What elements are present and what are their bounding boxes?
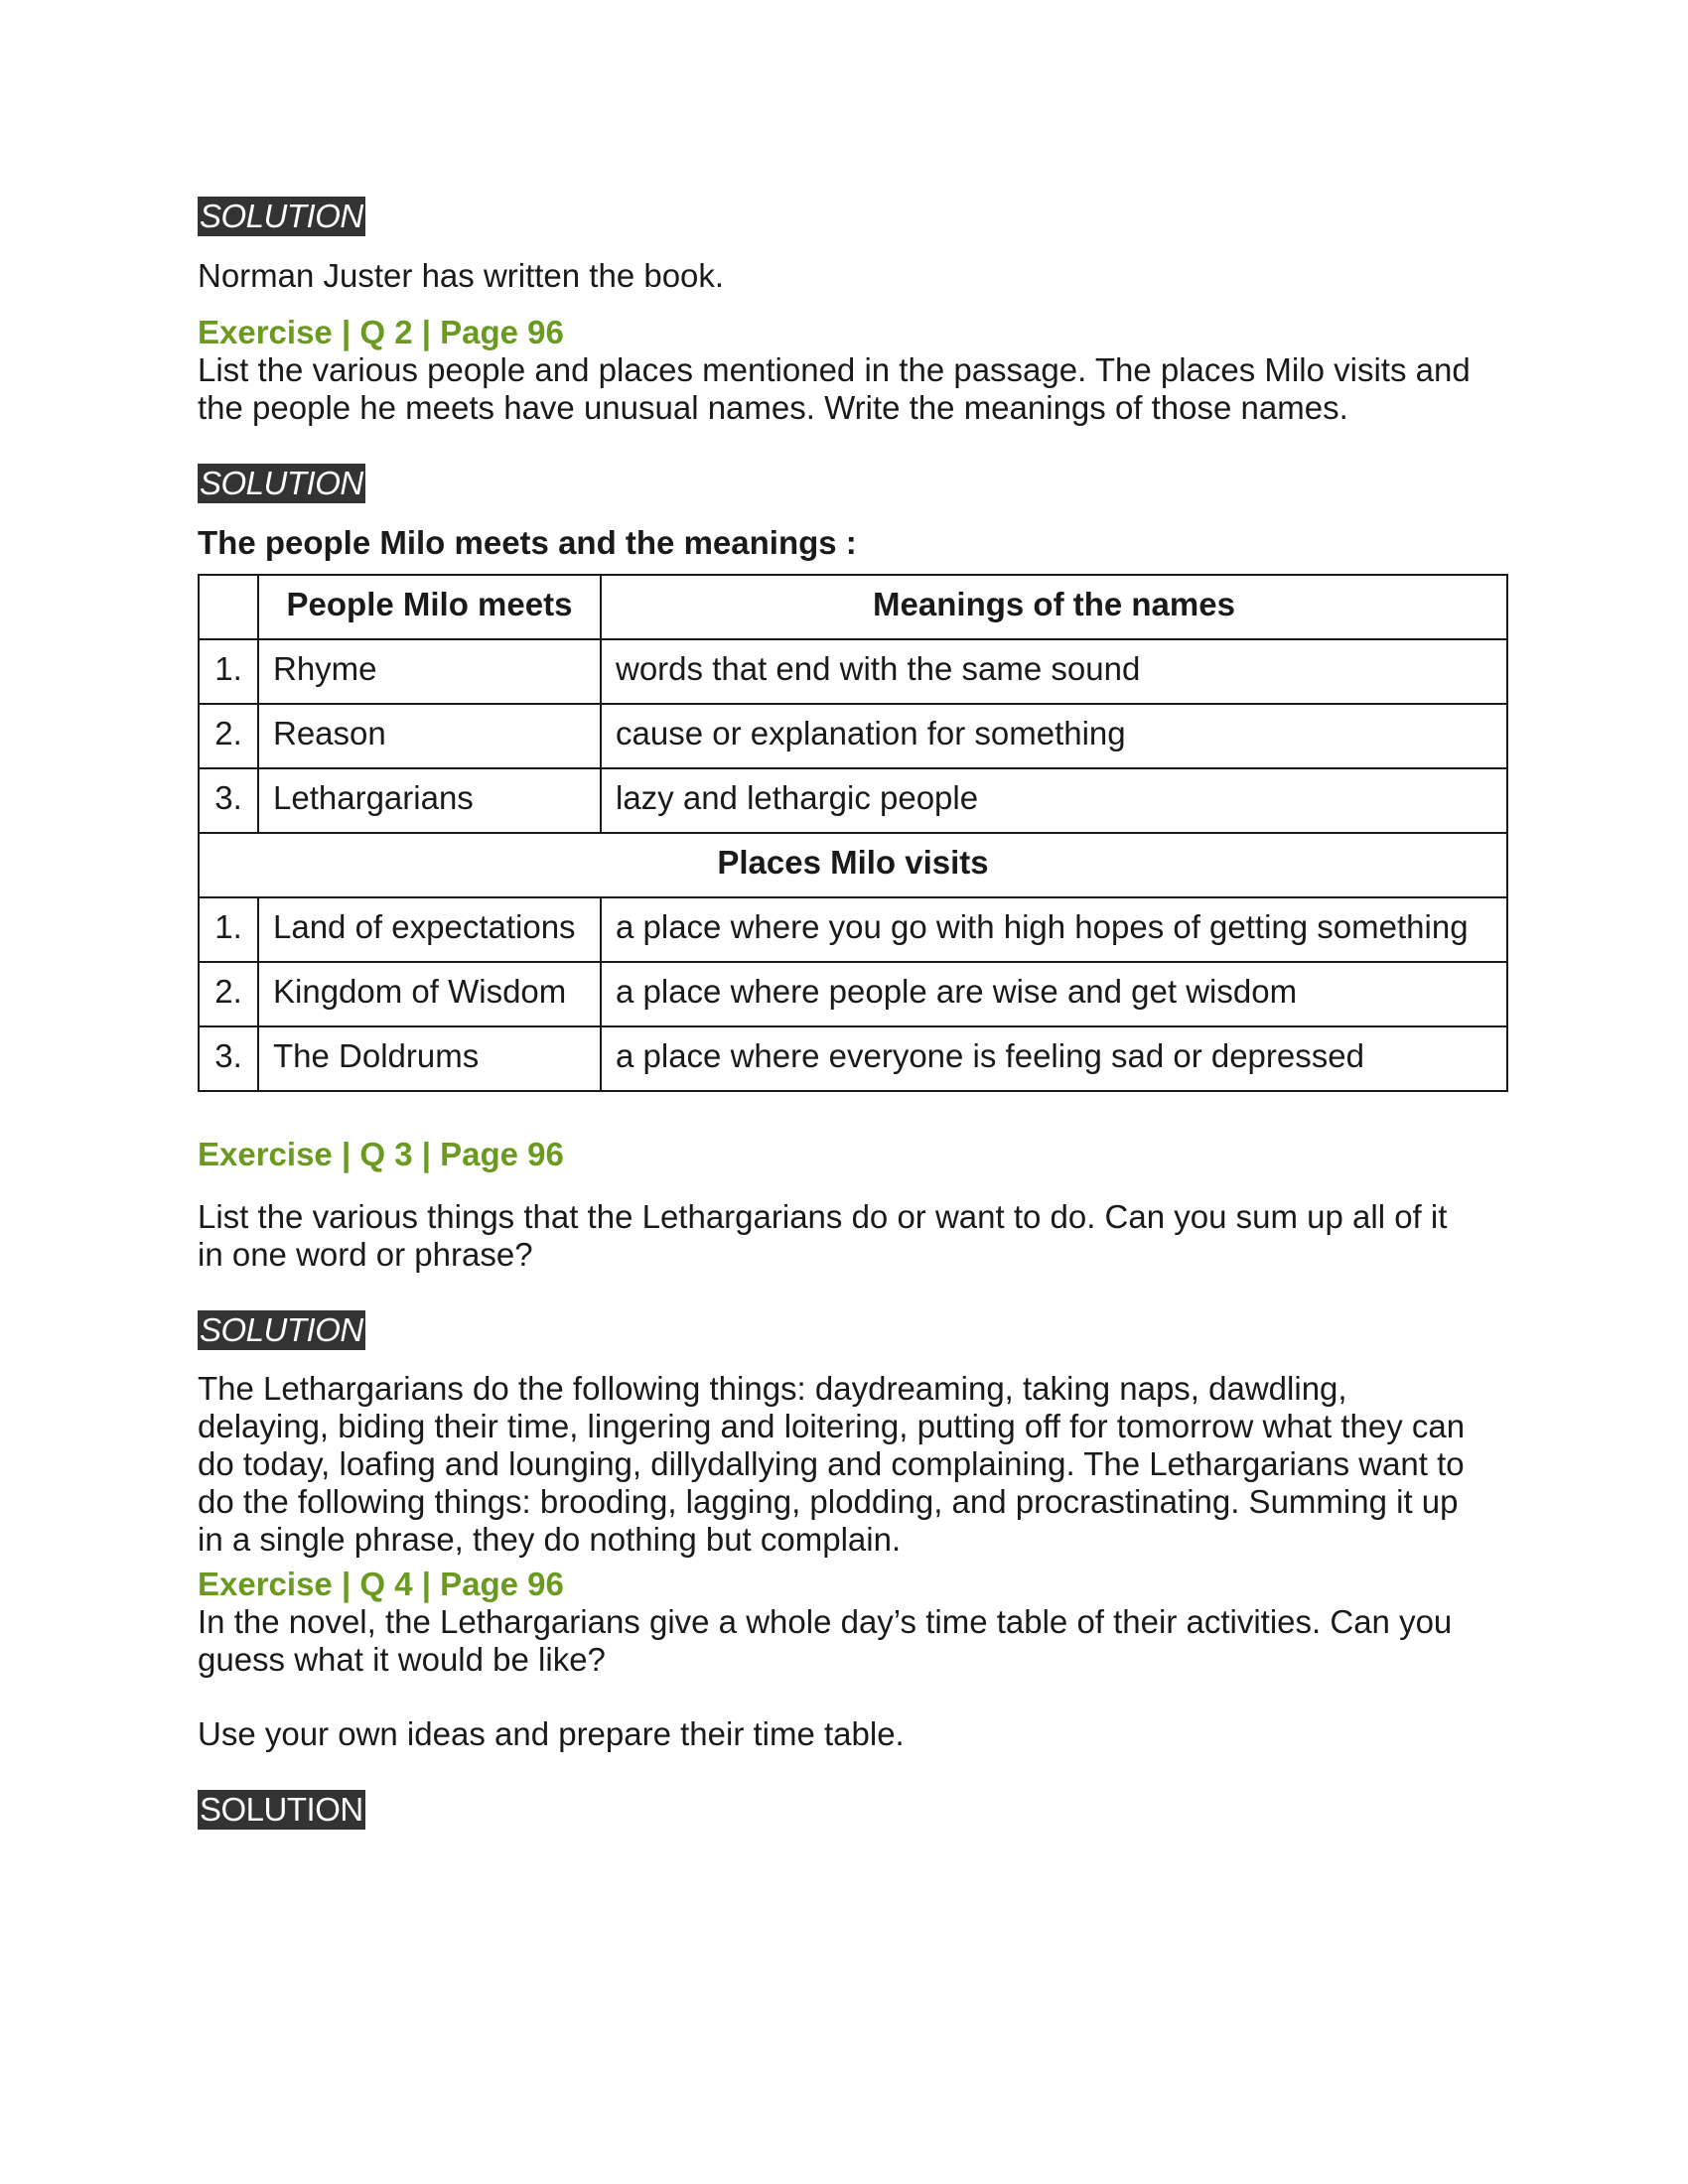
table-header-cell xyxy=(199,575,258,639)
solution-badge: SOLUTION xyxy=(200,1791,363,1828)
question-text-line: List the various things that the Lethargarians do or want to do. Can you sum up all of it xyxy=(198,1198,1448,1235)
table-header-row xyxy=(199,575,1507,639)
table-header-cell: Meanings of the names xyxy=(601,575,1507,639)
row-meaning: a place where everyone is feeling sad or depressed xyxy=(601,1026,1507,1091)
row-number: 3. xyxy=(199,768,258,833)
table-row xyxy=(199,768,1507,833)
table-heading: The people Milo meets and the meanings : xyxy=(198,524,857,561)
exercise-header-q3: Exercise | Q 3 | Page 96 xyxy=(198,1136,564,1172)
row-number: 2. xyxy=(199,962,258,1026)
question-text-line: in one word or phrase? xyxy=(198,1236,533,1273)
row-meaning: words that end with the same sound xyxy=(601,639,1507,704)
row-name: The Doldrums xyxy=(258,1026,601,1091)
row-number: 1. xyxy=(199,639,258,704)
document-page xyxy=(198,197,1508,1830)
question-text-line: List the various people and places mentioned in the passage. The places Milo visits and xyxy=(198,351,1471,388)
instruction-text: Use your own ideas and prepare their time table. xyxy=(198,1715,905,1752)
row-meaning: a place where people are wise and get wisdom xyxy=(601,962,1507,1026)
row-name: Lethargarians xyxy=(258,768,601,833)
answer-paragraph xyxy=(198,1370,1508,1559)
solution-badge: SOLUTION xyxy=(200,1311,363,1348)
answer-text: Norman Juster has written the book. xyxy=(198,257,725,294)
question-text-line: the people he meets have unusual names. Write the meanings of those names. xyxy=(198,389,1348,426)
table-section-row xyxy=(199,833,1507,897)
table-row xyxy=(199,639,1507,704)
meanings-table xyxy=(198,574,1508,1092)
table-row xyxy=(199,897,1507,962)
answer-line: The Lethargarians do the following things: daydreaming, taking naps, dawdling, xyxy=(198,1370,1347,1407)
row-name: Land of expectations xyxy=(258,897,601,962)
row-name: Rhyme xyxy=(258,639,601,704)
question-text-line: guess what it would be like? xyxy=(198,1641,606,1678)
solution-block-2 xyxy=(198,464,1508,503)
exercise-header-q2: Exercise | Q 2 | Page 96 xyxy=(198,314,564,350)
places-heading: Places Milo visits xyxy=(199,833,1507,897)
table-header-cell: People Milo meets xyxy=(258,575,601,639)
table-row xyxy=(199,704,1507,768)
answer-line: delaying, biding their time, lingering and loitering, putting off for tomorrow what they can xyxy=(198,1408,1466,1444)
exercise-header-q4: Exercise | Q 4 | Page 96 xyxy=(198,1566,564,1602)
row-meaning: lazy and lethargic people xyxy=(601,768,1507,833)
answer-line: in a single phrase, they do nothing but complain. xyxy=(198,1521,902,1558)
answer-line: do the following things: brooding, lagging, plodding, and procrastinating. Summing it up xyxy=(198,1483,1459,1520)
table-row xyxy=(199,962,1507,1026)
row-name: Reason xyxy=(258,704,601,768)
solution-badge: SOLUTION xyxy=(200,198,363,234)
answer-line: do today, loafing and lounging, dillydallying and complaining. The Lethargarians want to xyxy=(198,1445,1465,1482)
solution-block-1 xyxy=(198,197,1508,236)
solution-badge: SOLUTION xyxy=(200,465,363,501)
row-number: 2. xyxy=(199,704,258,768)
table-row xyxy=(199,1026,1507,1091)
solution-block-3 xyxy=(198,1310,1508,1350)
row-number: 3. xyxy=(199,1026,258,1091)
row-meaning: cause or explanation for something xyxy=(601,704,1507,768)
row-name: Kingdom of Wisdom xyxy=(258,962,601,1026)
solution-block-4 xyxy=(198,1790,1508,1830)
row-meaning: a place where you go with high hopes of getting something xyxy=(601,897,1507,962)
question-text-line: In the novel, the Lethargarians give a whole day’s time table of their activities. Can you xyxy=(198,1603,1453,1640)
row-number: 1. xyxy=(199,897,258,962)
